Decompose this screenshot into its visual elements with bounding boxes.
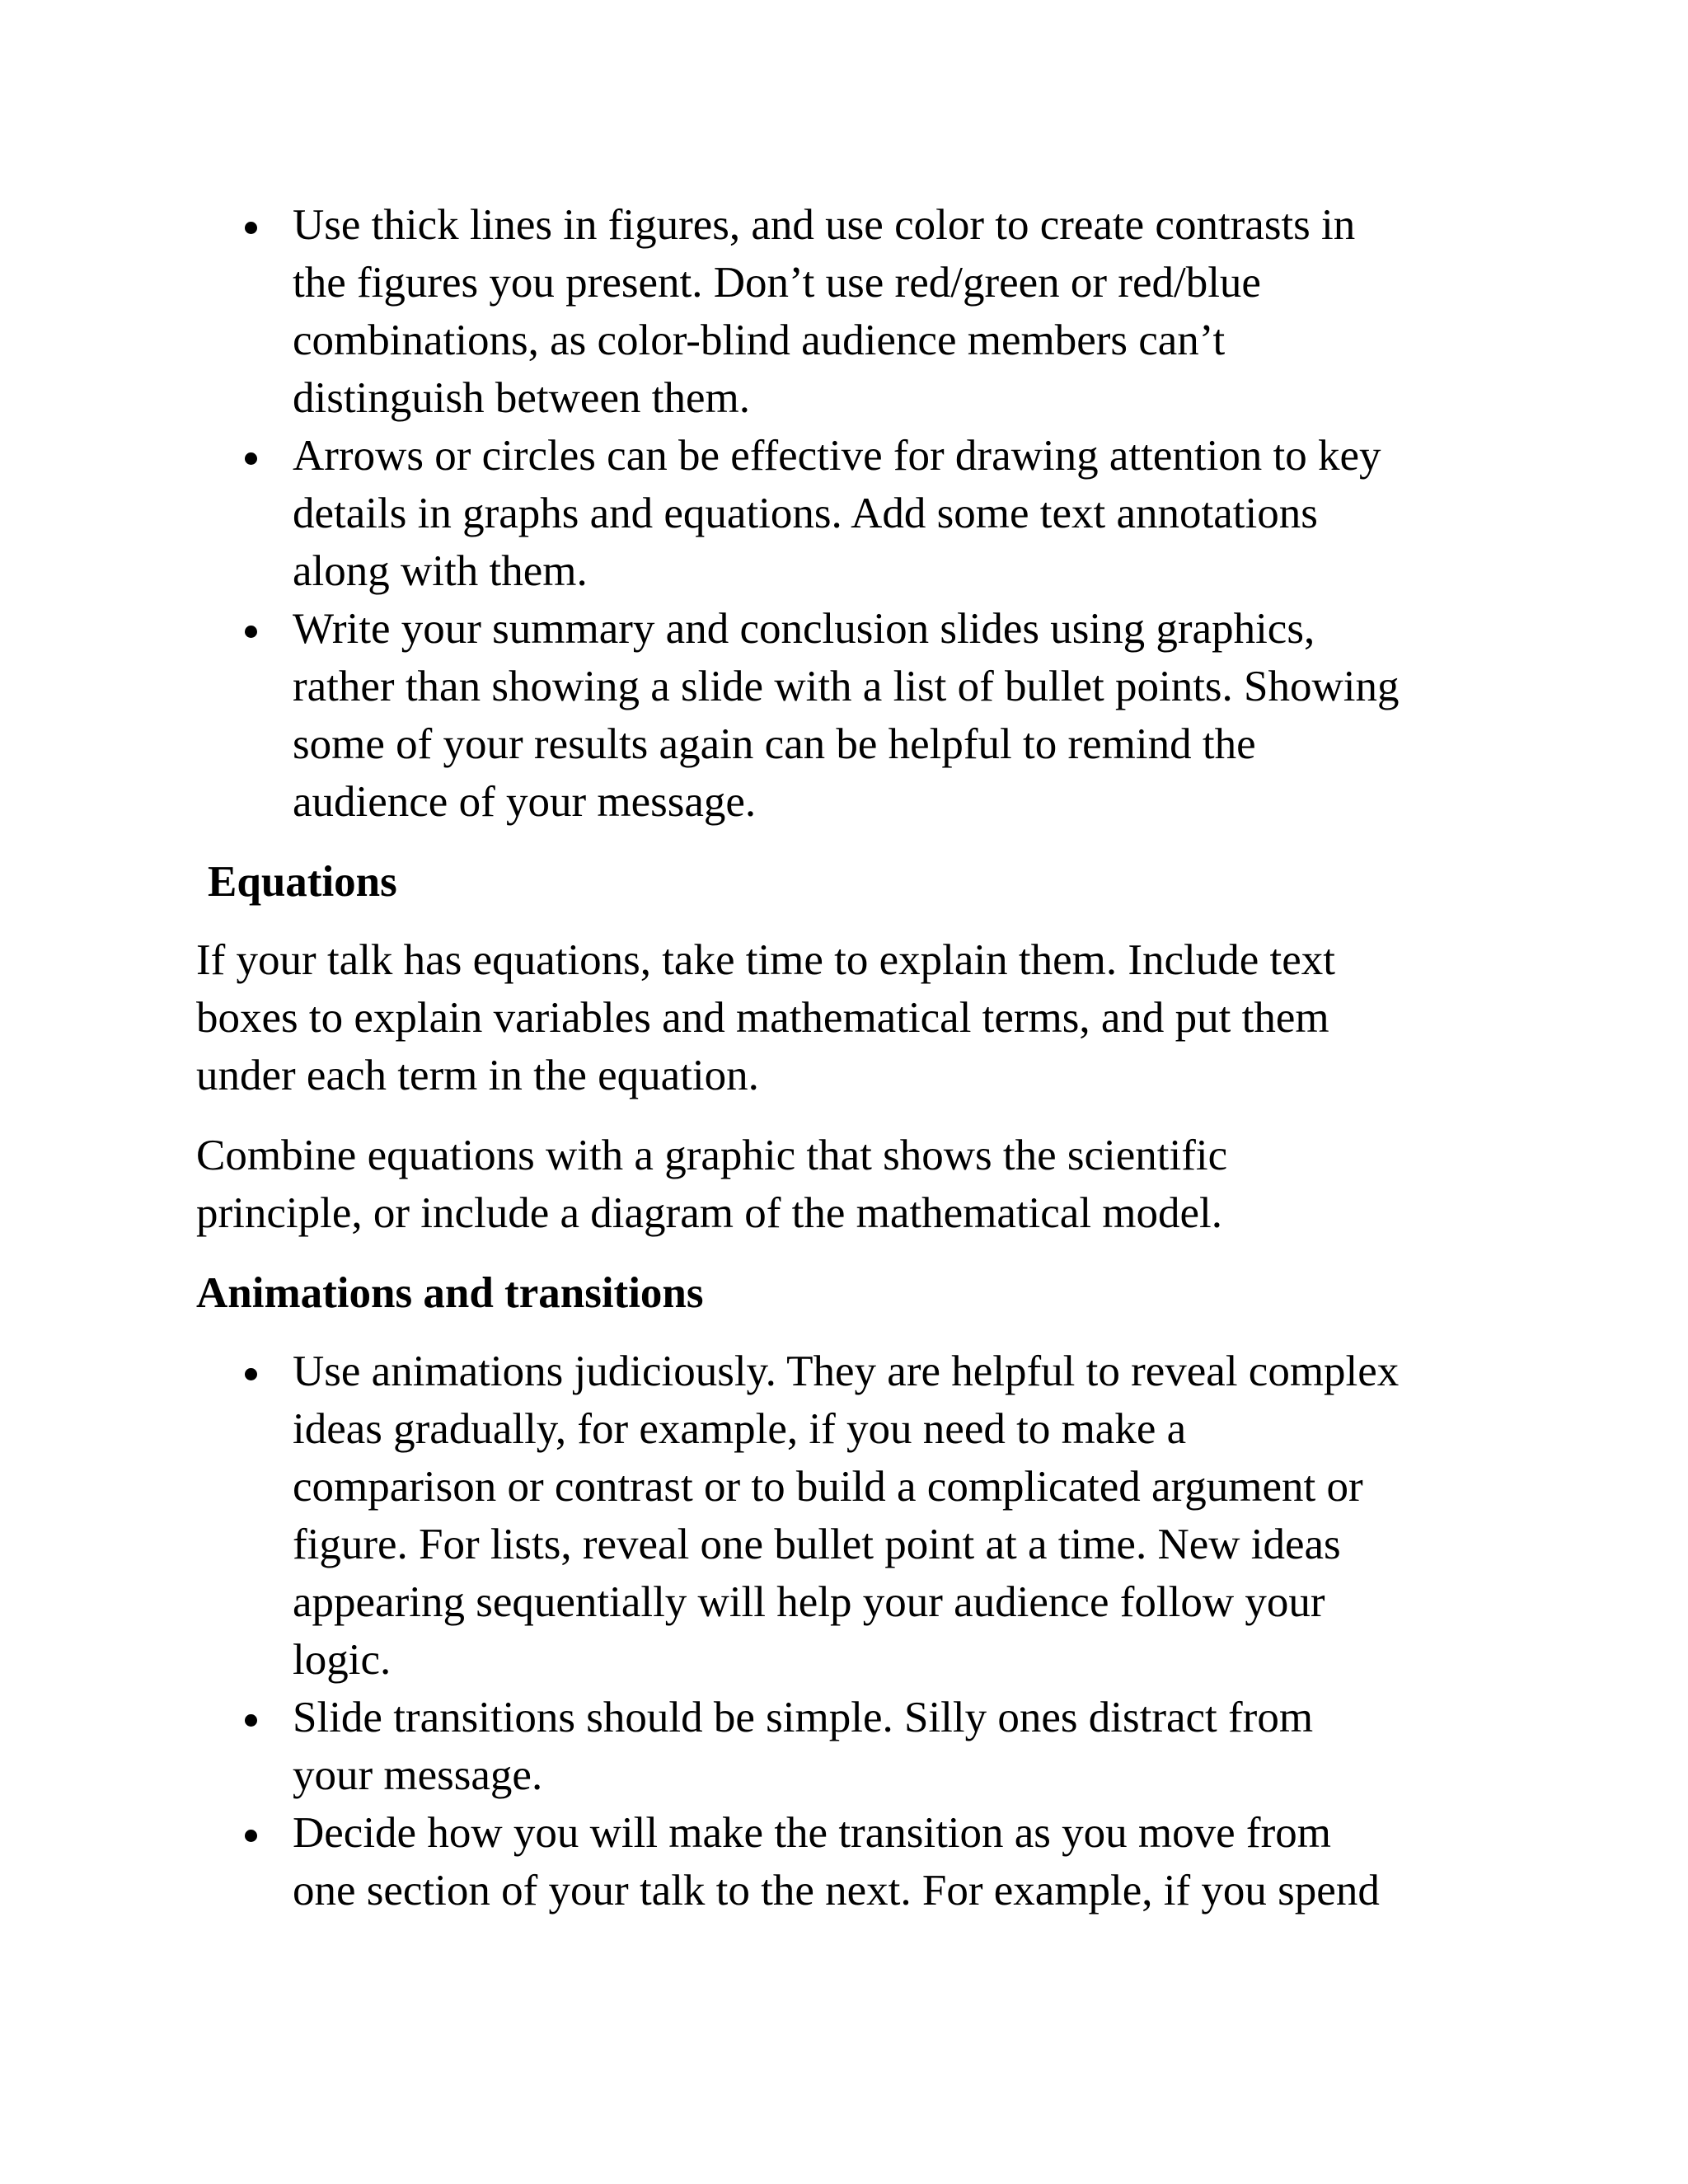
bullet-icon (245, 1830, 257, 1842)
text-line: under each term in the equation. (196, 1052, 759, 1099)
list-item (293, 1343, 1498, 1689)
list-item (293, 1804, 1498, 1919)
equations-heading: Equations (208, 858, 397, 906)
bullet-icon (245, 452, 257, 465)
equations-paragraph (196, 1127, 1498, 1242)
list-item (293, 1689, 1498, 1804)
text-line: Use animations judiciously. They are helpful to reveal complex (293, 1347, 1400, 1395)
animations-tips-list (196, 1343, 1498, 1919)
text-line: your message. (293, 1751, 543, 1799)
text-line: Slide transitions should be simple. Silly ones distract from (293, 1694, 1314, 1741)
equations-paragraph (196, 931, 1498, 1104)
text-line: comparison or contrast or to build a complicated argument or (293, 1463, 1363, 1511)
animations-heading: Animations and transitions (196, 1269, 704, 1317)
text-line: some of your results again can be helpful to remind the (293, 720, 1256, 768)
bullet-icon (245, 1714, 257, 1727)
text-line: logic. (293, 1636, 392, 1684)
text-line: figure. For lists, reveal one bullet point at a time. New ideas (293, 1521, 1341, 1568)
list-item (293, 600, 1498, 831)
text-line: If your talk has equations, take time to explain them. Include text (196, 936, 1336, 984)
figure-tips-list (196, 196, 1498, 831)
text-line: ideas gradually, for example, if you need to make a (293, 1405, 1187, 1453)
text-line: details in graphs and equations. Add some text annotations (293, 490, 1318, 537)
text-line: audience of your message. (293, 778, 757, 826)
text-line: along with them. (293, 547, 588, 595)
bullet-icon (245, 1368, 257, 1380)
bullet-icon (245, 626, 257, 638)
text-line: Arrows or circles can be effective for drawing attention to key (293, 432, 1381, 480)
text-line: the figures you present. Don’t use red/green or red/blue (293, 259, 1261, 307)
list-item (293, 196, 1498, 427)
text-line: rather than showing a slide with a list of bullet points. Showing (293, 663, 1400, 710)
text-line: appearing sequentially will help your audience follow your (293, 1578, 1325, 1626)
text-line: Use thick lines in figures, and use color to create contrasts in (293, 201, 1356, 249)
text-line: one section of your talk to the next. For example, if you spend (293, 1867, 1380, 1915)
text-line: principle, or include a diagram of the mathematical model. (196, 1189, 1223, 1237)
list-item (293, 427, 1498, 600)
text-line: distinguish between them. (293, 374, 750, 422)
bullet-icon (245, 222, 257, 234)
text-line: Combine equations with a graphic that shows the scientific (196, 1132, 1228, 1179)
text-line: Write your summary and conclusion slides using graphics, (293, 605, 1315, 653)
text-line: Decide how you will make the transition as you move from (293, 1809, 1331, 1857)
text-line: combinations, as color-blind audience members can’t (293, 316, 1226, 364)
page-content (196, 196, 1498, 1919)
text-line: boxes to explain variables and mathematical terms, and put them (196, 994, 1329, 1042)
